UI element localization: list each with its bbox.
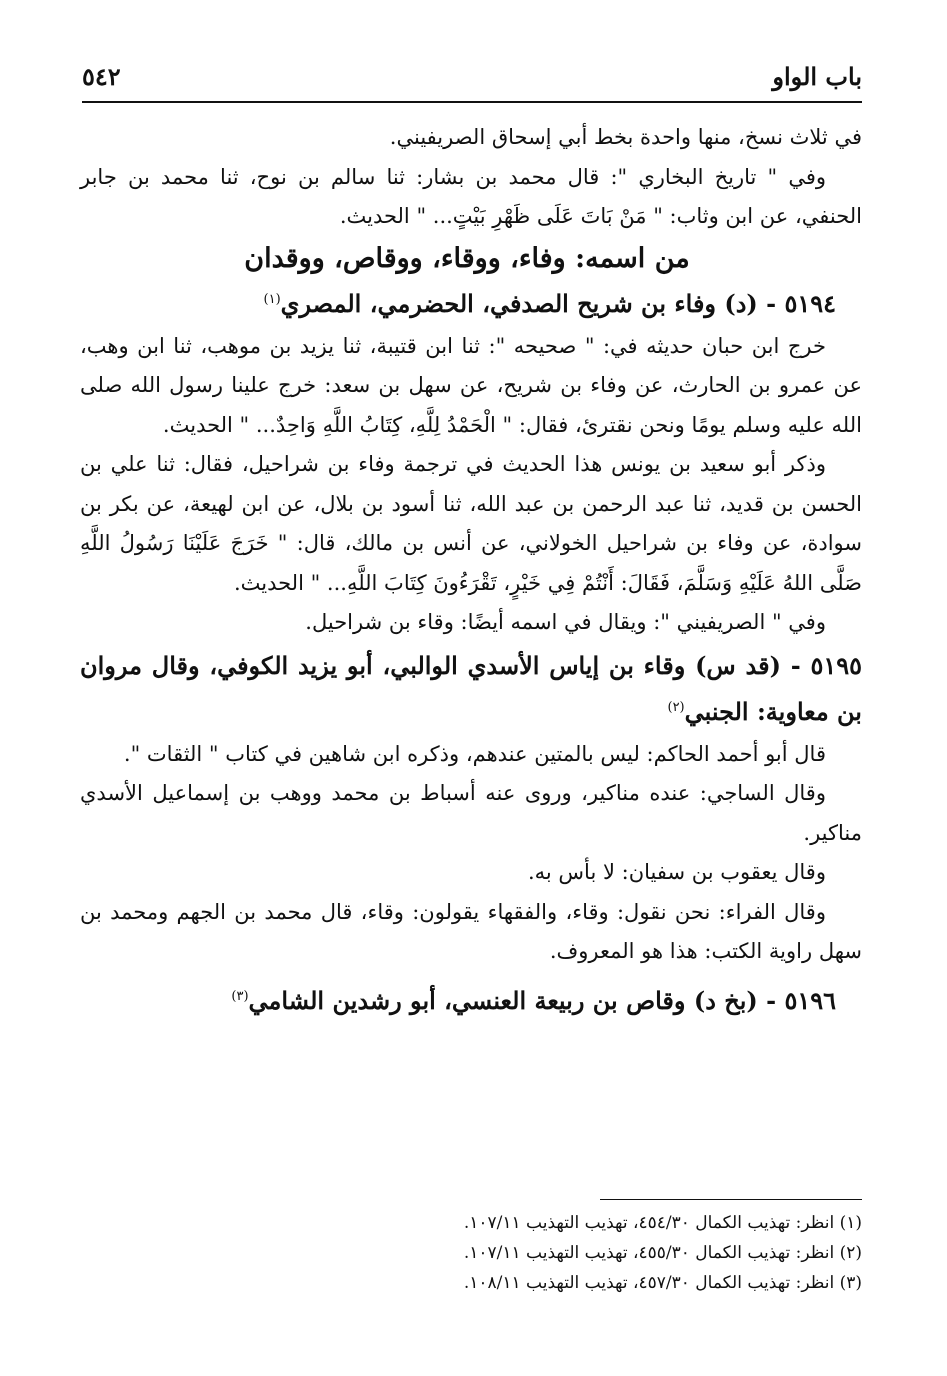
paragraph-8: وقال يعقوب بن سفيان: لا بأس به. [527,860,826,884]
chapter-title: باب الواو [772,62,862,91]
paragraph-4: وذكر أبو سعيد بن يونس هذا الحديث في ترجمة وفاء بن شراحيل، فقال: ثنا علي بن الحسن بن قديد، ثنا عبد الرحمن بن عبد الله، ثنا أسود بن بلال، عن ابن لهيعة، عن بكر بن سوادة، عن وفاء بن شراحيل الخولاني، عن أنس بن مالك، قال: " خَرَجَ عَلَيْنَا رَسُولُ اللَّهِ صَلَّى اللهُ عَلَيْهِ وَسَلَّمَ، فَقَالَ: أَنْتُمْ فِي خَيْرٍ، تَقْرَءُونَ كِتَابَ اللَّهِ... " الحديث. [80,452,862,595]
entry-heading-5196 [80,978,862,1024]
section-heading: من اسمه: وفاء، ووقاء، ووقاص، ووقدان [244,242,690,274]
paragraph-9: وقال الفراء: نحن نقول: وقاء، والفقهاء يقولون: وقاء، قال محمد بن الجهم ومحمد بن سهل راوية الكتب: هذا هو المعروف. [80,899,862,963]
entry-heading-5194 [80,281,862,327]
header-divider [82,101,862,103]
entry-heading-5195 [80,643,862,735]
footnote-ref-1[interactable]: (١) [263,291,281,307]
footnote-ref-2[interactable]: (٢) [667,699,685,715]
footnote-1: (١) انظر: تهذيب الكمال ٤٥٤/٣٠، تهذيب التهذيب ١٠٧/١١. [463,1213,862,1233]
paragraph-5: وفي " الصريفيني ": ويقال في اسمه أيضًا: وقاء بن شراحيل. [305,610,826,634]
paragraph-6: قال أبو أحمد الحاكم: ليس بالمتين عندهم، وذكره ابن شاهين في كتاب " الثقات ". [123,741,826,766]
footnote-2: (٢) انظر: تهذيب الكمال ٤٥٥/٣٠، تهذيب التهذيب ١٠٧/١١. [463,1243,862,1263]
paragraph-2: وفي " تاريخ البخاري ": قال محمد بن بشار: ثنا سالم بن نوح، ثنا محمد بن جابر الحنفي، عن ابن وثاب: " مَنْ بَاتَ عَلَى ظَهْرِ بَيْتٍ... " الحديث. [80,164,862,228]
page-number: ٥٤٢ [82,62,121,91]
paragraph-3: خرج ابن حبان حديثه في: " صحيحه ": ثنا ابن قتيبة، ثنا يزيد بن موهب، ثنا ابن وهب، عن عمرو بن الحارث، عن وفاء بن شريح، عن سهل بن سعد: خرج علينا رسول الله صلى الله عليه وسلم يومًا ونحن نقترئ، فقال: " الْحَمْدُ لِلَّهِ، كِتَابُ اللَّهِ وَاحِدٌ... " الحديث. [80,333,862,437]
entry-5194-text: ٥١٩٤ - (د) وفاء بن شريح الصدفي، الحضرمي، المصري [280,288,836,318]
footnote-3: (٣) انظر: تهذيب الكمال ٤٥٧/٣٠، تهذيب التهذيب ١٠٨/١١. [463,1273,862,1293]
paragraph-7: وقال الساجي: عنده مناكير، وروى عنه أسباط بن محمد ووهب بن إسماعيل الأسدي مناكير. [80,781,862,845]
main-text [80,118,862,1024]
entry-5196-text: ٥١٩٦ - (بخ د) وقاص بن ربيعة العنسي، أبو رشدين الشامي [248,985,836,1015]
entry-5195-text: ٥١٩٥ - (قد س) وقاء بن إياس الأسدي الوالبي، أبو يزيد الكوفي، وقال مروان بن معاوية: الجنبي [80,650,862,726]
footnote-divider [600,1199,862,1200]
paragraph-1: في ثلاث نسخ، منها واحدة بخط أبي إسحاق الصريفيني. [389,125,862,149]
footnotes [162,1208,862,1298]
footnote-ref-3[interactable]: (٣) [231,988,249,1004]
page-header [82,62,862,98]
